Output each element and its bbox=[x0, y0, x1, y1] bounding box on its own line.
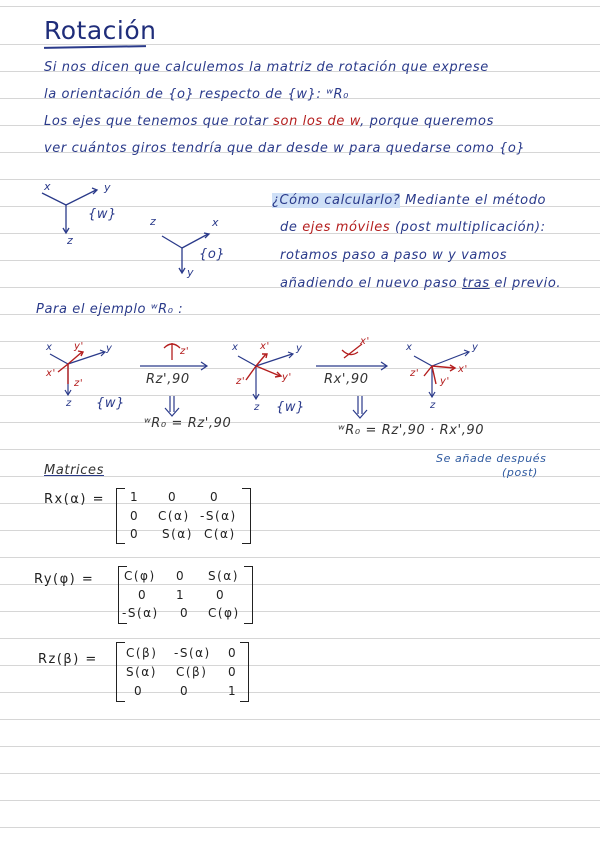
ry-cell-2-2: C(φ) bbox=[208, 606, 240, 620]
stage1-zp: z' bbox=[74, 378, 84, 389]
rx-cell-2-0: 0 bbox=[130, 527, 140, 541]
step1-label: Rz',90 bbox=[146, 372, 190, 387]
method-line-2-b: (post multiplicación): bbox=[390, 220, 546, 235]
stage2-frame: {w} bbox=[276, 400, 305, 415]
frame-o-y: y bbox=[187, 266, 195, 279]
rx-cell-1-0: 0 bbox=[130, 509, 140, 523]
method-line-4-underlined: tras bbox=[462, 276, 490, 291]
stage2-y: y bbox=[296, 343, 303, 354]
rz-cell-2-1: 0 bbox=[180, 684, 190, 698]
intro-line-3-red: son los de w bbox=[273, 114, 361, 129]
frame-o-label: {o} bbox=[199, 247, 226, 262]
ry-cell-0-0: C(φ) bbox=[124, 569, 156, 583]
method-line-2-a: de bbox=[280, 220, 303, 235]
step1-zp: z' bbox=[180, 346, 190, 357]
step2-rotation-icon bbox=[342, 344, 362, 358]
rz-cell-1-0: S(α) bbox=[126, 665, 157, 679]
rz-left-bracket bbox=[116, 642, 125, 702]
rx-right-bracket bbox=[242, 488, 251, 544]
method-moving-axes: ejes móviles bbox=[302, 220, 391, 235]
stage1-z: z bbox=[66, 398, 72, 409]
stage3-yp: y' bbox=[440, 376, 450, 387]
stage3-z: z bbox=[430, 400, 436, 411]
step1-rotation-icon bbox=[164, 343, 180, 360]
ry-cell-0-2: S(α) bbox=[208, 569, 239, 583]
stage3-zp: z' bbox=[410, 368, 420, 379]
ry-cell-1-2: 0 bbox=[216, 588, 226, 602]
example-intro-symbol: ʷR₀ : bbox=[150, 302, 184, 317]
ry-right-bracket bbox=[244, 566, 253, 624]
stage3-y: y bbox=[472, 342, 479, 353]
ry-cell-1-1: 1 bbox=[176, 588, 186, 602]
rz-cell-1-1: C(β) bbox=[176, 665, 208, 679]
stage2-zp: z' bbox=[236, 376, 246, 387]
matrices-heading: Matrices bbox=[44, 463, 104, 478]
step2-xp: x' bbox=[360, 336, 370, 347]
rz-cell-0-1: -S(α) bbox=[174, 646, 211, 660]
ry-cell-2-0: -S(α) bbox=[122, 606, 159, 620]
frame-w-y: y bbox=[104, 181, 112, 194]
ry-cell-2-1: 0 bbox=[180, 606, 190, 620]
method-line-4-a: añadiendo el nuevo paso bbox=[280, 276, 463, 291]
step2-label: Rx',90 bbox=[324, 372, 369, 387]
ry-label: Ry(φ) = bbox=[34, 572, 95, 587]
frame-o-z: z bbox=[150, 215, 157, 228]
stage2-yp: y' bbox=[282, 372, 292, 383]
rx-cell-0-0: 1 bbox=[130, 490, 140, 504]
frame-w-label: {w} bbox=[88, 207, 117, 222]
rz-cell-1-2: 0 bbox=[228, 665, 238, 679]
stage1-frame: {w} bbox=[96, 396, 125, 411]
rx-cell-1-2: -S(α) bbox=[200, 509, 237, 523]
frame-w-x: x bbox=[44, 180, 52, 193]
result-2: ʷR₀ = Rz',90 · Rx',90 bbox=[338, 423, 485, 438]
intro-line-2-symbol: ʷR₀ bbox=[326, 87, 349, 102]
stage1-y: y bbox=[106, 343, 113, 354]
rx-left-bracket bbox=[116, 488, 125, 544]
rx-cell-0-2: 0 bbox=[210, 490, 220, 504]
rx-cell-2-1: S(α) bbox=[162, 527, 193, 541]
stage1-xp: x' bbox=[46, 368, 56, 379]
stage2-z: z bbox=[254, 402, 260, 413]
rz-cell-0-2: 0 bbox=[228, 646, 238, 660]
stage1-yp: y' bbox=[74, 341, 84, 352]
method-question: ¿Cómo calcularlo? bbox=[272, 193, 401, 208]
rx-cell-1-1: C(α) bbox=[158, 509, 190, 523]
rz-cell-2-2: 1 bbox=[228, 684, 238, 698]
rx-cell-0-1: 0 bbox=[168, 490, 178, 504]
intro-line-2-text: la orientación de {o} respecto de {w}: bbox=[44, 87, 322, 102]
step1-arrow bbox=[140, 362, 207, 370]
frame-w-z: z bbox=[67, 234, 74, 247]
intro-line-4: ver cuántos giros tendría que dar desde w para quedarse como {o} bbox=[44, 141, 526, 156]
page-title: Rotación bbox=[44, 16, 157, 45]
stage1-x: x bbox=[46, 342, 53, 353]
stage2-red-axes bbox=[246, 354, 281, 380]
stage3-xp: x' bbox=[458, 364, 468, 375]
post-note-line-1: Se añade después bbox=[436, 452, 547, 465]
rz-right-bracket bbox=[240, 642, 249, 702]
result-1: ʷR₀ = Rz',90 bbox=[144, 416, 232, 431]
stage3-x: x bbox=[406, 342, 413, 353]
rz-label: Rz(β) = bbox=[38, 652, 98, 667]
rx-cell-2-2: C(α) bbox=[204, 527, 236, 541]
intro-line-1: Si nos dicen que calculemos la matriz de rotación que exprese bbox=[44, 60, 489, 75]
frame-o-x: x bbox=[212, 216, 220, 229]
step2-arrow bbox=[316, 362, 387, 370]
ry-cell-0-1: 0 bbox=[176, 569, 186, 583]
method-line-4-b: el previo. bbox=[489, 276, 562, 291]
step2-down-arrow bbox=[353, 396, 367, 418]
ry-cell-1-0: 0 bbox=[138, 588, 148, 602]
stage2-x: x bbox=[232, 342, 239, 353]
rz-cell-0-0: C(β) bbox=[126, 646, 158, 660]
method-answer: Mediante el método bbox=[400, 193, 547, 208]
intro-line-3-b: , porque queremos bbox=[360, 114, 494, 129]
intro-line-3-a: Los ejes que tenemos que rotar bbox=[44, 114, 274, 129]
step1-down-arrow bbox=[165, 396, 179, 416]
method-line-3: rotamos paso a paso w y vamos bbox=[280, 248, 508, 263]
rx-label: Rx(α) = bbox=[44, 492, 105, 507]
example-intro-text: Para el ejemplo bbox=[36, 302, 147, 317]
rz-cell-2-0: 0 bbox=[134, 684, 144, 698]
post-note-line-2: (post) bbox=[502, 466, 538, 479]
stage2-xp: x' bbox=[260, 341, 270, 352]
